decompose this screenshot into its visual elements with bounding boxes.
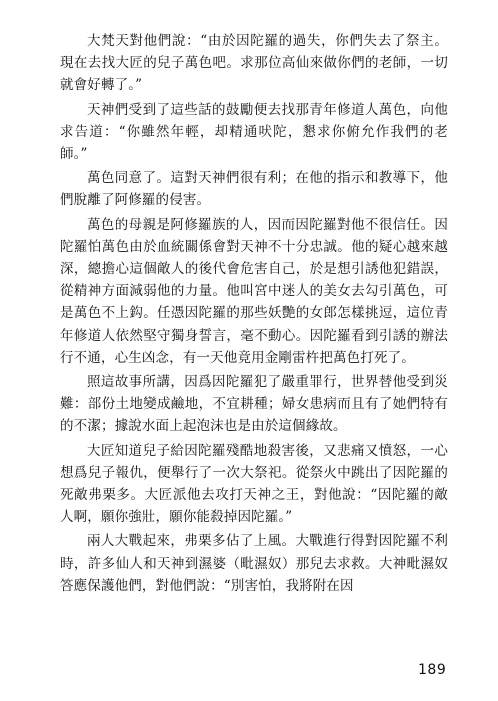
paragraph: 萬色同意了。這對天神們很有利；在他的指示和教導下，他們脫離了阿修羅的侵害。 [60, 170, 448, 209]
paragraph: 萬色的母親是阿修羅族的人，因而因陀羅對他不很信任。因陀羅怕萬色由於血統關係會對天神不十分忠誠。他的疑心越來越深，總擔心這個敵人的後代會危害自己，於是想引誘他犯錯誤，從精神方面減弱他的力量。他叫宮中迷人的美女去勾引萬色，可是萬色不上鈎。任憑因陀羅的那些妖艷的女郎怎樣挑逗，這位青年修道人依然堅守獨身誓言，毫不動心。因陀羅看到引誘的辦法行不通，心生凶念，有一天他竟用金剛雷杵把萬色打死了。 [60, 216, 448, 366]
paragraph: 大匠知道兒子給因陀羅殘酷地殺害後，又悲痛又憤怒，一心想爲兒子報仇，便舉行了一次大祭祀。從祭火中跳出了因陀羅的死敵弗栗多。大匠派他去攻打天神之王，對他說：“因陀羅的敵人啊，願你強壯，願你能殺掉因陀羅。” [60, 442, 448, 526]
paragraph: 天神們受到了這些話的鼓勵便去找那青年修道人萬色，向他求告道：“你雖然年輕，却精通吠陀，懇求你俯允作我們的老師。” [60, 101, 448, 163]
paragraph: 照這故事所講，因爲因陀羅犯了嚴重罪行，世界替他受到災難：部份土地變成鹼地，不宜耕種；婦女患病而且有了她們特有的不潔；據說水面上起泡沫也是由於這個緣故。 [60, 374, 448, 435]
body-text [60, 30, 448, 599]
paragraph: 兩人大戰起來，弗栗多佔了上風。大戰進行得對因陀羅不利時，許多仙人和天神到濕婆（毗濕奴）那兒去求救。大神毗濕奴答應保護他們，對他們說：“別害怕，我將附在因 [60, 533, 448, 594]
paragraph: 大梵天對他們說：“由於因陀羅的過失，你們失去了祭主。現在去找大匠的兒子萬色吧。求那位高仙來做你們的老師，一切就會好轉了。” [60, 33, 448, 94]
page-number: 189 [418, 662, 447, 678]
